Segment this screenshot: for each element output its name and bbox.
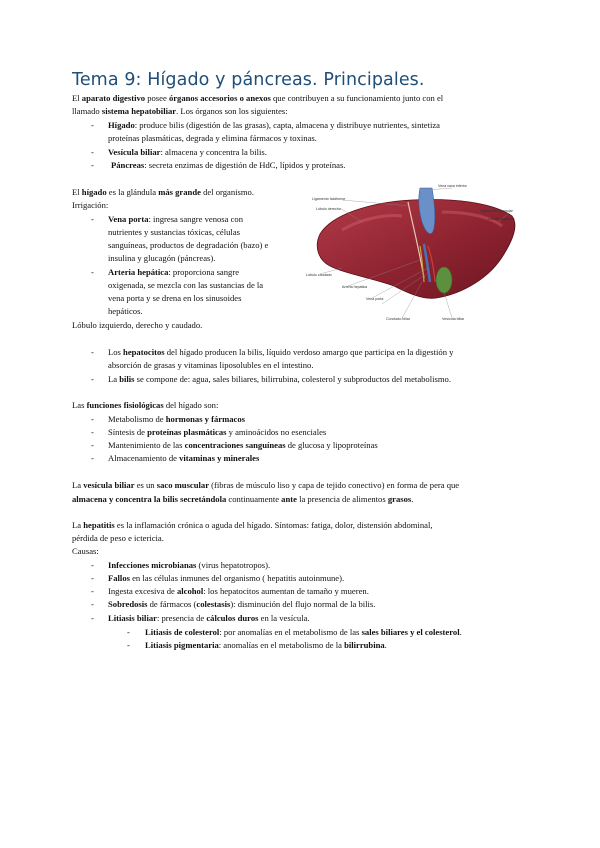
label-lobulo-izquierdo: Lóbulo izquierdo [488, 217, 515, 221]
bullet-dash: - [91, 120, 94, 130]
bullet-dash: - [91, 573, 94, 583]
funciones-heading: Las funciones fisiológicas del hígado son: [72, 400, 219, 410]
funcion-4: Almacenamiento de vitaminas y minerales [108, 453, 260, 463]
label-arteria-hepatica: Arteria hepática [342, 285, 368, 289]
vena-porta-line-3: sanguíneas, productos de degradación (bazo) e [108, 240, 269, 250]
bullet-dash: - [91, 160, 94, 170]
bullet-dash: - [91, 453, 94, 463]
hepatitis-line-1: La hepatitis es la inflamación crónica o aguda del hígado. Síntomas: fatiga, dolor, distensión abdominal, [72, 520, 433, 530]
label-vena-cava: Vena cava inferior [438, 184, 467, 188]
list-item-vesicula: Vesícula biliar: almacena y concentra la bilis. [108, 147, 267, 157]
causa-2: Fallos en las células inmunes del organismo ( hepatitis autoinmune). [108, 573, 345, 583]
arteria-line-2: oxigenada, se mezcla con las sustancias de la [108, 280, 264, 290]
label-vesicula-biliar: Vesícula biliar [442, 317, 465, 321]
vena-porta-line-4: insulina y glucagón (páncreas). [108, 253, 216, 263]
list-item-higado: Hígado: produce bilis (digestión de las grasas), capta, almacena y distribuye nutrientes, sintetiza [108, 120, 440, 130]
arteria-line-1: Arteria hepática: proporciona sangre [108, 267, 240, 277]
funcion-3: Mantenimiento de las concentraciones sanguíneas de glucosa y lipoproteínas [108, 440, 378, 450]
vesicula-line-2: almacena y concentra la bilis secretándola continuamente ante la presencia de alimentos grasos. [72, 494, 414, 504]
bullet-dash: - [91, 427, 94, 437]
gallbladder-shape [436, 267, 452, 293]
subcausa-1: Litiasis de colesterol: por anomalías en el metabolismo de las sales biliares y el colesterol. [145, 627, 462, 637]
hepatocitos-line-2: absorción de grasas y vitaminas liposolubles en el intestino. [108, 360, 314, 370]
list-item-higado-cont: proteínas plasmáticas, degrada y elimina fármacos y toxinas. [108, 133, 317, 143]
funcion-2: Síntesis de proteínas plasmáticas y aminoácidos no esenciales [108, 427, 327, 437]
lobulos-line: Lóbulo izquierdo, derecho y caudado. [72, 320, 203, 330]
bullet-dash: - [91, 214, 94, 224]
causas-heading: Causas: [72, 546, 99, 556]
arteria-line-3: vena porta y se drena en los sinusoides [108, 293, 242, 303]
liver-illustration [302, 182, 524, 327]
bullet-dash: - [91, 267, 94, 277]
causa-1: Infecciones microbianas (virus hepatotropos). [108, 560, 271, 570]
label-ligamento-falciforme: Ligamento falciforme [312, 197, 346, 201]
label-conducto-biliar: Conducto biliar [386, 317, 410, 321]
list-item-pancreas: Páncreas: secreta enzimas de digestión de HdC, lípidos y proteínas. [111, 160, 346, 170]
bullet-dash: - [91, 440, 94, 450]
causa-4: Sobredosis de fármacos (colestasis): disminución del flujo normal de la bilis. [108, 599, 376, 609]
causa-3: Ingesta excesiva de alcohol: los hepatocitos aumentan de tamaño y mueren. [108, 586, 369, 596]
vena-porta-line-1: Vena porta: ingresa sangre venosa con [108, 214, 244, 224]
bullet-dash: - [91, 560, 94, 570]
bullet-dash: - [91, 347, 94, 357]
vena-porta-line-2: nutrientes y sustancias tóxicas, células [108, 227, 240, 237]
bullet-dash: - [91, 414, 94, 424]
label-lobulo-derecho: Lóbulo derecho [316, 207, 341, 211]
label-vena-porta: Vena porta [366, 297, 384, 301]
irrigacion-heading: Irrigación: [72, 200, 109, 210]
bullet-dash: - [127, 627, 130, 637]
vesicula-line-1: La vesícula biliar es un saco muscular (fibras de músculo liso y capa de tejido conectivo) en forma de pera que [72, 480, 460, 490]
arteria-line-4: hepáticos. [108, 306, 143, 316]
liver-intro: El hígado es la glándula más grande del organismo. [72, 187, 254, 197]
page-title: Tema 9: Hígado y páncreas. Principales. [72, 70, 425, 90]
bullet-dash: - [91, 374, 94, 384]
subcausa-2: Litiasis pigmentaria: anomalías en el metabolismo de la bilirrubina. [145, 640, 387, 650]
causa-5: Litiasis biliar: presencia de cálculos duros en la vesícula. [108, 613, 310, 623]
intro-line-2: llamado sistema hepatobiliar. Los órganos son los siguientes: [72, 106, 288, 116]
intro-line-1: El aparato digestivo posee órganos accesorios o anexos que contribuyen a su funcionamiento junto con el [72, 93, 444, 103]
liver-diagram [302, 182, 524, 327]
bullet-dash: - [91, 586, 94, 596]
label-lobulo-caudado: Lóbulo caudado [306, 273, 332, 277]
bilis-line: La bilis se compone de: agua, sales biliares, bilirrubina, colesterol y subproductos del metabolismo. [108, 374, 451, 384]
label-ligamento-triangular: Ligamento triangular [480, 209, 513, 213]
funcion-1: Metabolismo de hormonas y fármacos [108, 414, 246, 424]
bullet-dash: - [91, 613, 94, 623]
hepatocitos-line-1: Los hepatocitos del hígado producen la bilis, líquido verdoso amargo que participa en la digestión y [108, 347, 454, 357]
hepatitis-line-2: pérdida de peso e ictericia. [72, 533, 164, 543]
bullet-dash: - [91, 599, 94, 609]
bullet-dash: - [127, 640, 130, 650]
bullet-dash: - [91, 147, 94, 157]
